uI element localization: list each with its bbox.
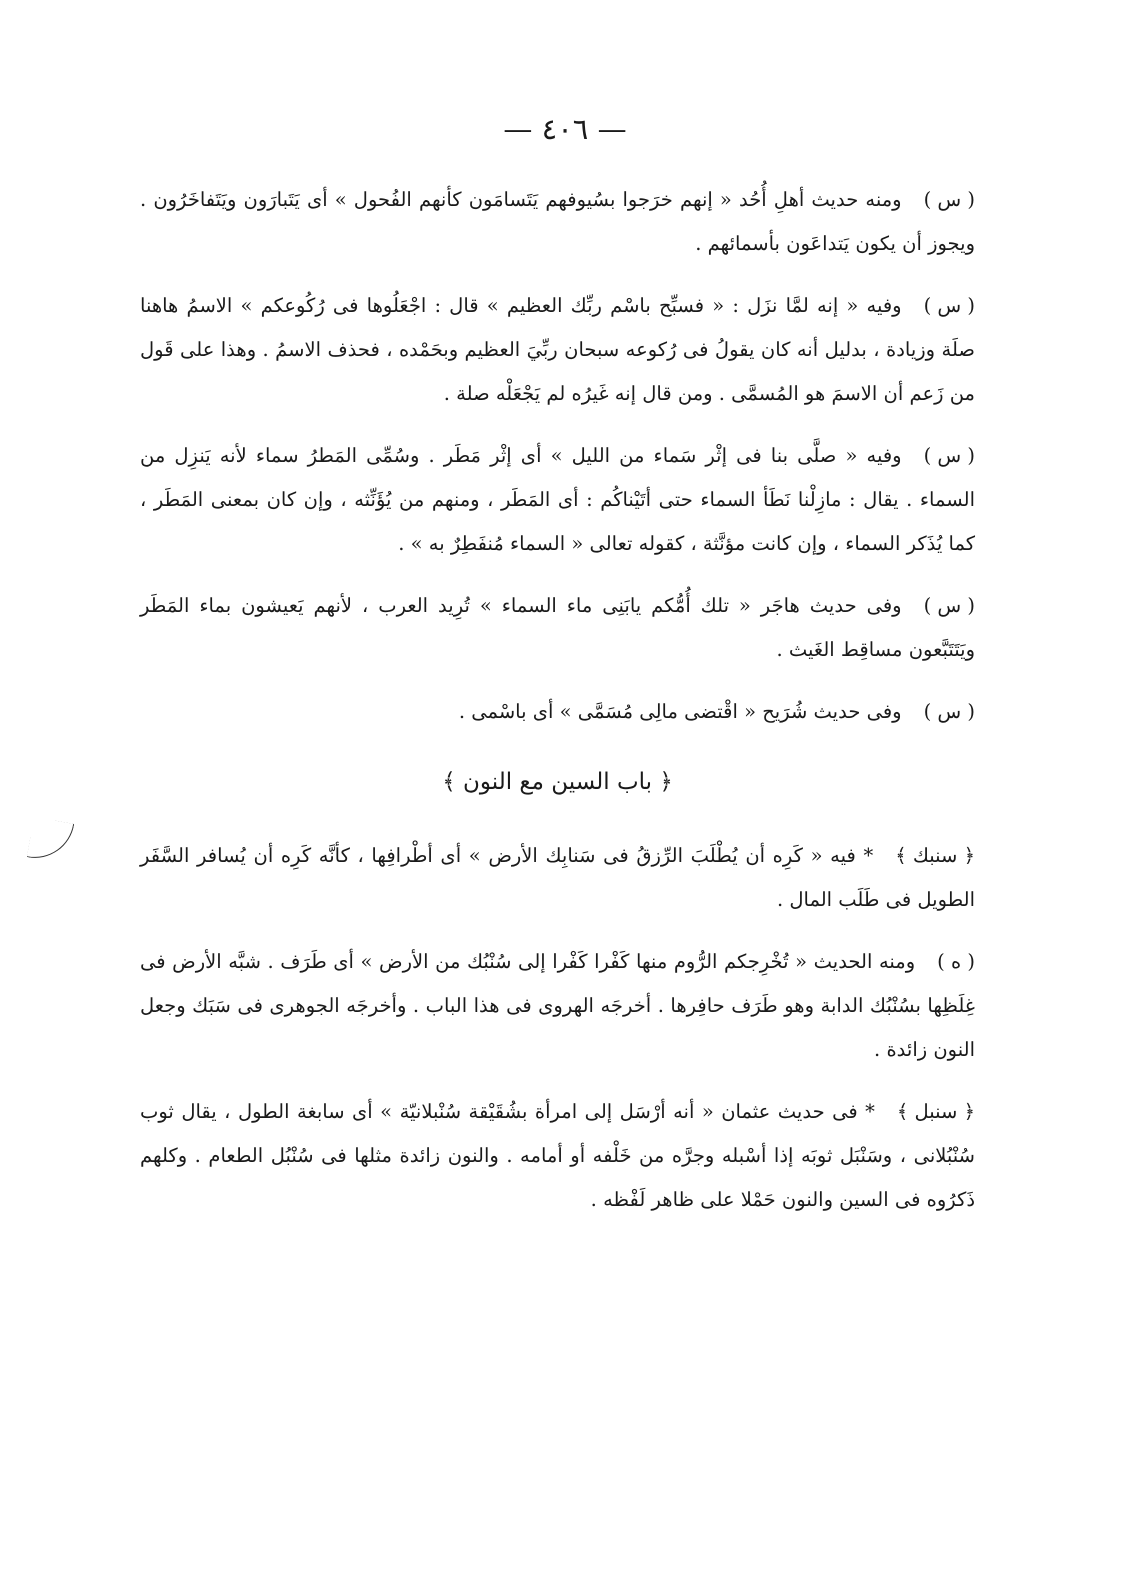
entry-paragraph	[140, 284, 975, 416]
entry-tag: ( س )	[923, 700, 975, 723]
entry-tag: ( س )	[923, 444, 975, 467]
page-body	[140, 178, 975, 1240]
entry-tag: ﴿ سنبك ﴾	[895, 844, 975, 867]
entry-text: وفى حديث هاجَر « تلك أُمُّكم يابَنِى ماء السماء » تُرِيد العرب ، لأنهم يَعيشون بماء المَطَر ويَتَتَبَّعون مساقِط الغَيث .	[140, 594, 975, 661]
entry-paragraph	[140, 1090, 975, 1222]
entry-paragraph	[140, 434, 975, 566]
entry-text: * فيه « كَرِه أن يُطْلَبَ الرِّزقُ فى سَنابِك الأرض » أى أطْرافِها ، كأنَّه كَرِه أن يُسافر السَّفَر الطويل فى طَلَب المال .	[140, 844, 975, 911]
page-number: — ٤٠٦ —	[503, 112, 627, 146]
margin-pen-mark	[27, 817, 74, 864]
entry-text: ومنه حديث أهلِ أُحُد « إنهم خرَجوا بسُيوفهم يَتَسامَون كأنهم الفُحول » أى يَتَبارَون ويَتَفاخَرُون . ويجوز أن يكون يَتداعَون بأسمائهم .	[140, 188, 975, 255]
entry-tag: ( ه )	[937, 950, 975, 973]
entry-text: ومنه الحديث « تُخْرِجكم الرُّوم منها كَفْرا كَفْرا إلى سُنْبُك من الأرض » أى طَرَف . شبَّه الأرض فى غِلَظِها بسُنْبُك الدابة وهو طَرَف حافِرها . أخرجَه الهروى فى هذا الباب . وأخرجَه الجوهرى فى سَبَك وجعل النون زائدة .	[140, 950, 975, 1061]
entry-text: * فى حديث عثمان « أنه أرْسَل إلى امرأة بشُقَيْقة سُنْبلانيّة » أى سابغة الطول ، يقال ثوب سُنْبُلانى ، وسَنْبَل ثوبَه إذا أسْبله وجرَّه من خَلْفه أو أمامه . والنون زائدة مثلها فى سُنْبُل الطعام . وكلهم ذَكرُوه فى السين والنون حَمْلا على ظاهر لَفْظه .	[140, 1100, 975, 1211]
entry-paragraph	[140, 940, 975, 1072]
entry-text: وفيه « صلَّى بنا فى إثْر سَماء من الليل » أى إثْر مَطَر . وسُمِّى المَطرُ سماء لأنه يَنزِل من السماء . يقال : مازِلْنا نَطَأ السماء حتى أتَيْناكُم : أى المَطَر ، ومنهم من يُؤَنِّثه ، وإن كان بمعنى المَطَر ، كما يُذَكر السماء ، وإن كانت مؤنَّثة ، كقوله تعالى « السماء مُنفَطِرٌ به » .	[140, 444, 975, 555]
entry-text: وفيه « إنه لمَّا نزَل : « فسبِّح باسْم ربِّك العظيم » قال : اجْعَلُوها فى رُكُوعكم » الاسمُ هاهنا صلَة وزيادة ، بدليل أنه كان يقولُ فى رُكوعه سبحان ربِّيَ العظيم وبحَمْده ، فحذف الاسمُ . وهذا على قَول من زَعم أن الاسمَ هو المُسمَّى . ومن قال إنه غَيرُه لم يَجْعَلْه صلة .	[140, 294, 975, 405]
entry-paragraph	[140, 178, 975, 266]
entry-tag: ( س )	[923, 594, 975, 617]
entry-text: وفى حديث شُرَيح « اقْتضى مالِى مُسَمَّى » أى باسْمى .	[458, 700, 902, 723]
entry-paragraph	[140, 584, 975, 672]
entry-tag: ﴿ سنبل ﴾	[896, 1100, 975, 1123]
section-heading: ﴿ باب السين مع النون ﴾	[442, 769, 673, 795]
entry-tag: ( س )	[923, 294, 975, 317]
entry-paragraph	[140, 690, 975, 734]
entry-paragraph	[140, 834, 975, 922]
entry-tag: ( س )	[923, 188, 975, 211]
